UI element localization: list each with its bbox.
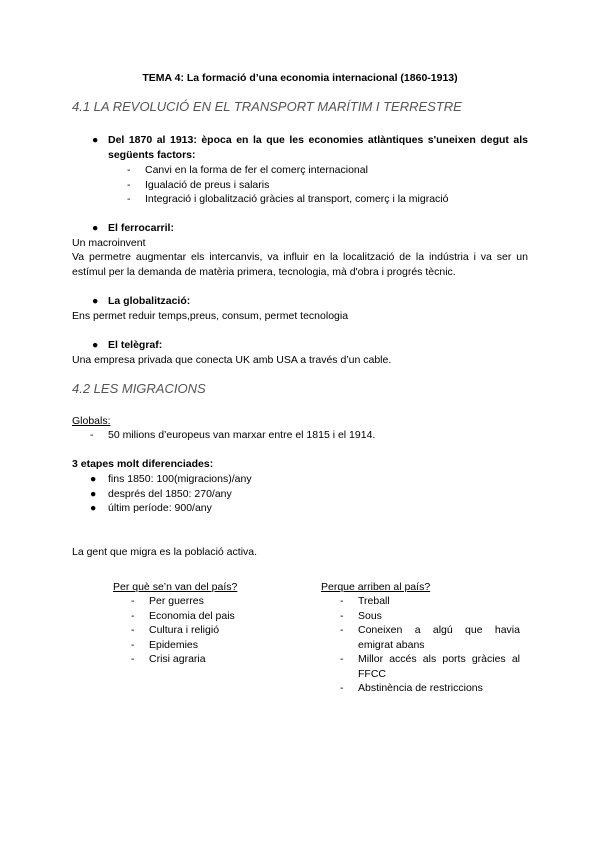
list-item: - Igualació de preus i salaris [127, 178, 270, 191]
active-population-text: La gent que migra es la població activa. [72, 546, 258, 558]
bullet-marker: ● [92, 295, 99, 307]
list-item: - Epidemies [131, 638, 199, 651]
bullet-label: El telègraf: [108, 339, 163, 351]
why-arrive-list [340, 594, 520, 696]
stages-list [90, 472, 510, 516]
stages-label: 3 etapes molt diferenciades: [72, 458, 214, 470]
list-item: - Crisi agraria [131, 653, 206, 665]
telegraf-text: Una empresa privada que conecta UK amb USA a través d’un cable. [72, 354, 392, 366]
section-heading-transport: 4.1 LA REVOLUCIÓ EN EL TRANSPORT MARÍTIM I TERRESTRE [72, 99, 462, 114]
list-item: ● últim període: 900/any [90, 502, 212, 514]
why-arrive-title: Perque arriben al país? [321, 581, 431, 593]
list-item: - Canvi en la forma de fer el comerç internacional [127, 164, 368, 176]
list-item: - Treball [340, 595, 390, 607]
why-leave-list [131, 594, 281, 667]
list-item: - 50 milions d’europeus van marxar entre el 1815 i el 1914. [90, 429, 376, 441]
document-title: TEMA 4: La formació d’una economia internacional (1860-1913) [142, 72, 458, 84]
list-item: - Per guerres [131, 595, 204, 607]
list-item: - Economia del pais [131, 609, 235, 622]
bullet-globalitzacio [92, 294, 528, 309]
bullet-1870-1913 [92, 133, 528, 162]
list-item: - Coneixen a algú que havia emigrat abans [340, 624, 520, 651]
section-heading-migracions: 4.2 LES MIGRACIONS [72, 381, 206, 396]
factors-list [127, 163, 527, 207]
list-item: - Cultura i religió [131, 624, 220, 636]
globals-label: Globals: [72, 415, 111, 427]
bullet-label: Del 1870 al 1913: època en la que les economies atlàntiques s'uneixen degut als següents factors: [108, 134, 528, 161]
list-item: - Abstinència de restriccions [340, 682, 483, 694]
list-item: - Integració i globalització gràcies al transport, comerç i la migració [127, 193, 449, 205]
bullet-marker: ● [92, 222, 99, 234]
bullet-label: El ferrocarril: [108, 222, 174, 234]
bullet-ferrocarril [92, 221, 528, 236]
why-leave-title: Per què se’n van del país? [113, 581, 238, 593]
ferrocarril-line1: Un macroinvent [72, 237, 146, 249]
globals-list [90, 428, 510, 443]
list-item: ● després del 1850: 270/any [90, 487, 232, 500]
list-item: ● fins 1850: 100(migracions)/any [90, 473, 252, 485]
globalitzacio-text: Ens permet reduir temps,preus, consum, permet tecnologia [72, 310, 349, 322]
list-item: - Sous [340, 609, 382, 622]
bullet-telegraf [92, 338, 528, 353]
ferrocarril-line2: Va permetre augmentar els intercanvis, va influir en la localització de la indústria i va ser un estímul per la demanda de matèria primera, tecnologia, mà d'obra i progrés tècnic. [72, 251, 528, 278]
bullet-label: La globalització: [108, 295, 191, 307]
list-item: - Millor accés als ports gràcies al FFCC [340, 653, 520, 680]
bullet-marker: ● [92, 134, 99, 146]
bullet-marker: ● [92, 339, 99, 351]
